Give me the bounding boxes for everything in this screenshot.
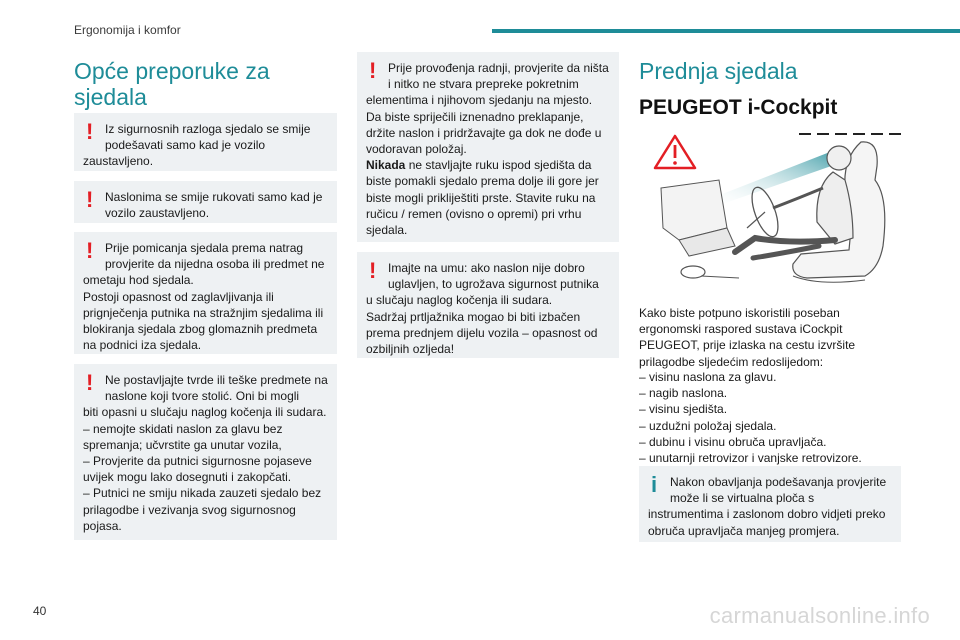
warning-text: ne stavljajte ruku ispod sjedišta da biste pomakli sjedalo prema dolje ili gore jer biste mogli prikliještiti prste. Stavite ruku na ručicu / remen (ovisno o opremi) pri vrhu sjedala. (366, 158, 599, 238)
warning-box (74, 181, 337, 223)
warning-text: Postoji opasnost od zaglavljivanja ili prignječenja putnika na stražnjim sjedalima ili blokiranja sjedala zbog glomaznih predmeta na podnici iza sjedala. (83, 289, 324, 353)
warning-text: biti opasni u slučaju naglog kočenja ili sudara. (83, 405, 327, 420)
list-item: – dubinu i visinu obruča upravljača. (639, 434, 827, 449)
info-box (639, 466, 901, 542)
adjustment-list (639, 369, 901, 466)
warning-text-first: Imajte na umu: ako naslon nije dobro uglavljen, to ugrožava sigurnost putnika (388, 261, 599, 292)
warning-box (74, 364, 337, 540)
page-number: 40 (33, 604, 47, 618)
warning-exclamation-icon: ! (369, 258, 377, 283)
warning-exclamation-icon: ! (369, 58, 377, 83)
warning-triangle-icon (655, 136, 695, 168)
warning-box (74, 113, 337, 171)
warning-text-bold-para (366, 157, 611, 238)
intro-paragraph: Kako biste potpuno iskoristili poseban ergonomski raspored sustava iCockpit PEUGEOT, prije izlaska na cestu izvršite prilagodbe sljedećim redoslijedom: (639, 306, 856, 369)
list-item: – nagib naslona. (639, 386, 728, 401)
warning-list-item: – nemojte skidati naslon za glavu bez spremanja; učvrstite ga unutar vozila, (83, 421, 283, 452)
driver-seat-illustration (639, 128, 901, 292)
warning-text: Da biste spriječili iznenadno preklapanje, držite naslon i pridržavajte ga dok ne dođe u vodoravan položaj. (366, 109, 602, 157)
info-icon: i (651, 472, 658, 497)
warning-text: ometaju hod sjedala. (83, 273, 194, 288)
warning-list-item: – Provjerite da putnici sigurnosne pojaseve uvijek mogu lako dosegnuti i zakopčati. (83, 454, 312, 485)
subsection-heading: PEUGEOT i-Cockpit (639, 96, 838, 119)
warning-text: zaustavljeno. (83, 154, 154, 169)
list-item: – unutarnji retrovizor i vanjske retrovizore. (639, 451, 862, 466)
header-accent-bar (492, 29, 960, 33)
warning-box (357, 252, 619, 358)
section-heading: Prednja sjedala (639, 58, 798, 84)
warning-box (357, 52, 619, 242)
info-text: instrumentima i zaslonom dobro vidjeti preko obruča upravljača manjeg promjera. (648, 507, 886, 538)
list-item: – visinu naslona za glavu. (639, 370, 777, 384)
warning-text-first: Naslonima se smije rukovati samo kad je vozilo zaustavljeno. (105, 190, 323, 221)
bold-word: Nikada (366, 158, 406, 173)
warning-text-first: Prije pomicanja sjedala prema natrag provjerite da nijedna osoba ili predmet ne (105, 241, 325, 272)
info-text-first: Nakon obavljanja podešavanja provjerite može li se virtualna ploča s (670, 475, 887, 506)
warning-exclamation-icon: ! (86, 370, 94, 395)
warning-text-first: Ne postavljajte tvrde ili teške predmete na naslone koji tvore stolić. Oni bi mogli (105, 373, 328, 404)
page-header-title: Ergonomija i komfor (74, 23, 181, 37)
warning-exclamation-icon: ! (86, 187, 94, 212)
warning-box (74, 232, 337, 354)
warning-list-item: – Putnici ne smiju nikada zauzeti sjedalo bez prilagodbe i vezivanja svog sigurnosnog pojasa. (83, 486, 322, 533)
warning-text-first: Prije provođenja radnji, provjerite da ništa i nitko ne stvara prepreke pokretnim (388, 61, 609, 92)
warning-text: elementima i njihovom sjedanju na mjesto. (366, 93, 593, 108)
warning-text: u slučaju naglog kočenja ili sudara. (366, 293, 553, 308)
warning-text: Sadržaj prtljažnika mogao bi biti izbačen prema prednjem dijelu vozila – opasnost od ozbiljnih ozljeda! (366, 309, 598, 357)
list-item: – uzdužni položaj sjedala. (639, 418, 777, 433)
watermark: carmanualsonline.info (709, 603, 930, 628)
warning-exclamation-icon: ! (86, 119, 94, 144)
section-heading: Opće preporuke za sjedala (74, 58, 270, 110)
warning-text-first: Iz sigurnosnih razloga sjedalo se smije podešavati samo kad je vozilo (105, 122, 311, 153)
list-item: – visinu sjedišta. (639, 402, 728, 417)
warning-exclamation-icon: ! (86, 238, 94, 263)
